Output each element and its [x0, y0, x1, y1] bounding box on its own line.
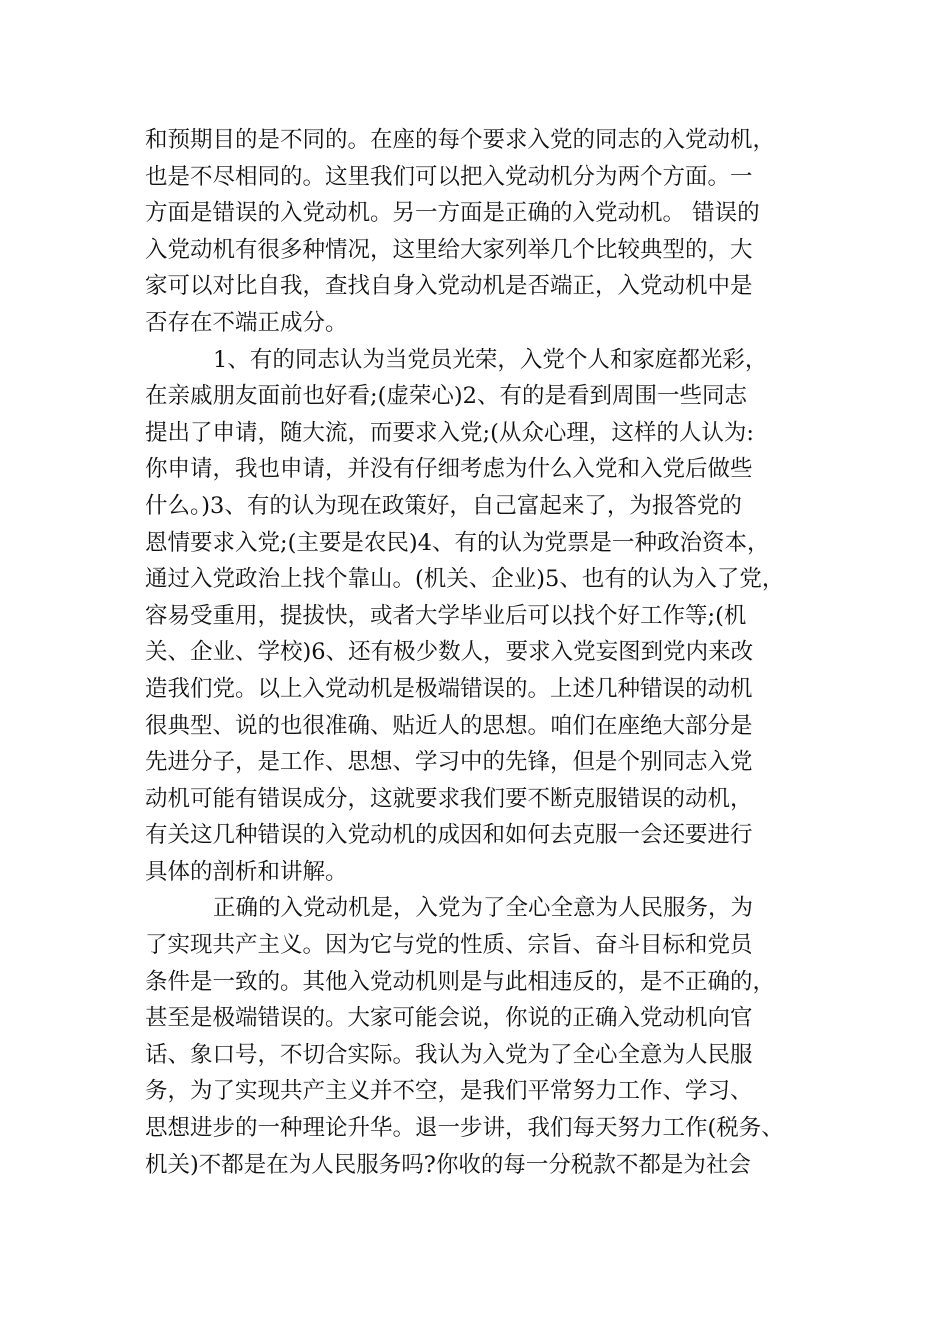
- text-line: 什么。)3、有的认为现在政策好，自己富起来了，为报答党的: [145, 492, 742, 519]
- text-line: 先进分子，是工作、思想、学习中的先锋，但是个别同志入党: [145, 749, 753, 776]
- text-line: 家可以对比自我，查找自身入党动机是否端正，入党动机中是: [145, 273, 753, 300]
- text-line: 恩情要求入党;(主要是农民)4、有的认为党票是一种政治资本，: [145, 529, 770, 556]
- paragraph-start-line: 正确的入党动机是，入党为了全心全意为人民服务，为: [213, 895, 754, 922]
- text-line: 务，为了实现共产主义并不空，是我们平常努力工作、学习、: [145, 1078, 753, 1105]
- text-line: 入党动机有很多种情况，这里给大家列举几个比较典型的，大: [145, 236, 753, 263]
- paragraph-start-line: 1、有的同志认为当党员光荣，入党个人和家庭都光彩，: [213, 346, 768, 373]
- text-line: 方面是错误的入党动机。另一方面是正确的入党动机。 错误的: [145, 200, 760, 227]
- text-line: 了实现共产主义。因为它与党的性质、宗旨、奋斗目标和党员: [145, 932, 753, 959]
- text-line: 关、企业、学校)6、还有极少数人，要求入党妄图到党内来改: [145, 639, 754, 666]
- text-line: 有关这几种错误的入党动机的成因和如何去克服一会还要进行: [145, 822, 753, 849]
- text-line: 和预期目的是不同的。在座的每个要求入党的同志的入党动机，: [145, 127, 776, 153]
- text-line: 在亲戚朋友面前也好看;(虚荣心)2、有的是看到周围一些同志: [145, 383, 747, 410]
- text-line: 否存在不端正成分。: [145, 309, 348, 336]
- text-line: 机关)不都是在为人民服务吗?你收的每一分税款不都是为社会: [145, 1151, 751, 1178]
- text-line: 条件是一致的。其他入党动机则是与此相违反的，是不正确的，: [145, 968, 776, 995]
- text-line: 也是不尽相同的。这里我们可以把入党动机分为两个方面。一: [145, 163, 753, 190]
- text-line: 具体的剖析和讲解。: [145, 858, 348, 885]
- body-text: [145, 122, 805, 1183]
- text-line: 话、象口号，不切合实际。我认为入党为了全心全意为人民服: [145, 1041, 753, 1068]
- text-line: 甚至是极端错误的。大家可能会说，你说的正确入党动机向官: [145, 1005, 753, 1032]
- text-line: 思想进步的一种理论升华。退一步讲，我们每天努力工作(税务、: [145, 1115, 784, 1142]
- text-line: 提出了申请，随大流，而要求入党;(从众心理，这样的人认为:: [145, 419, 754, 446]
- text-line: 通过入党政治上找个靠山。(机关、企业)5、也有的认为入了党，: [145, 566, 785, 593]
- text-line: 容易受重用，提拔快，或者大学毕业后可以找个好工作等;(机: [145, 602, 747, 629]
- text-line: 你申请，我也申请，并没有仔细考虑为什么入党和入党后做些: [145, 456, 753, 483]
- text-line: 动机可能有错误成分，这就要求我们要不断克服错误的动机，: [145, 785, 753, 812]
- text-line: 很典型、说的也很准确、贴近人的思想。咱们在座绝大部分是: [145, 712, 753, 739]
- text-line: 造我们党。以上入党动机是极端错误的。上述几种错误的动机: [145, 675, 753, 702]
